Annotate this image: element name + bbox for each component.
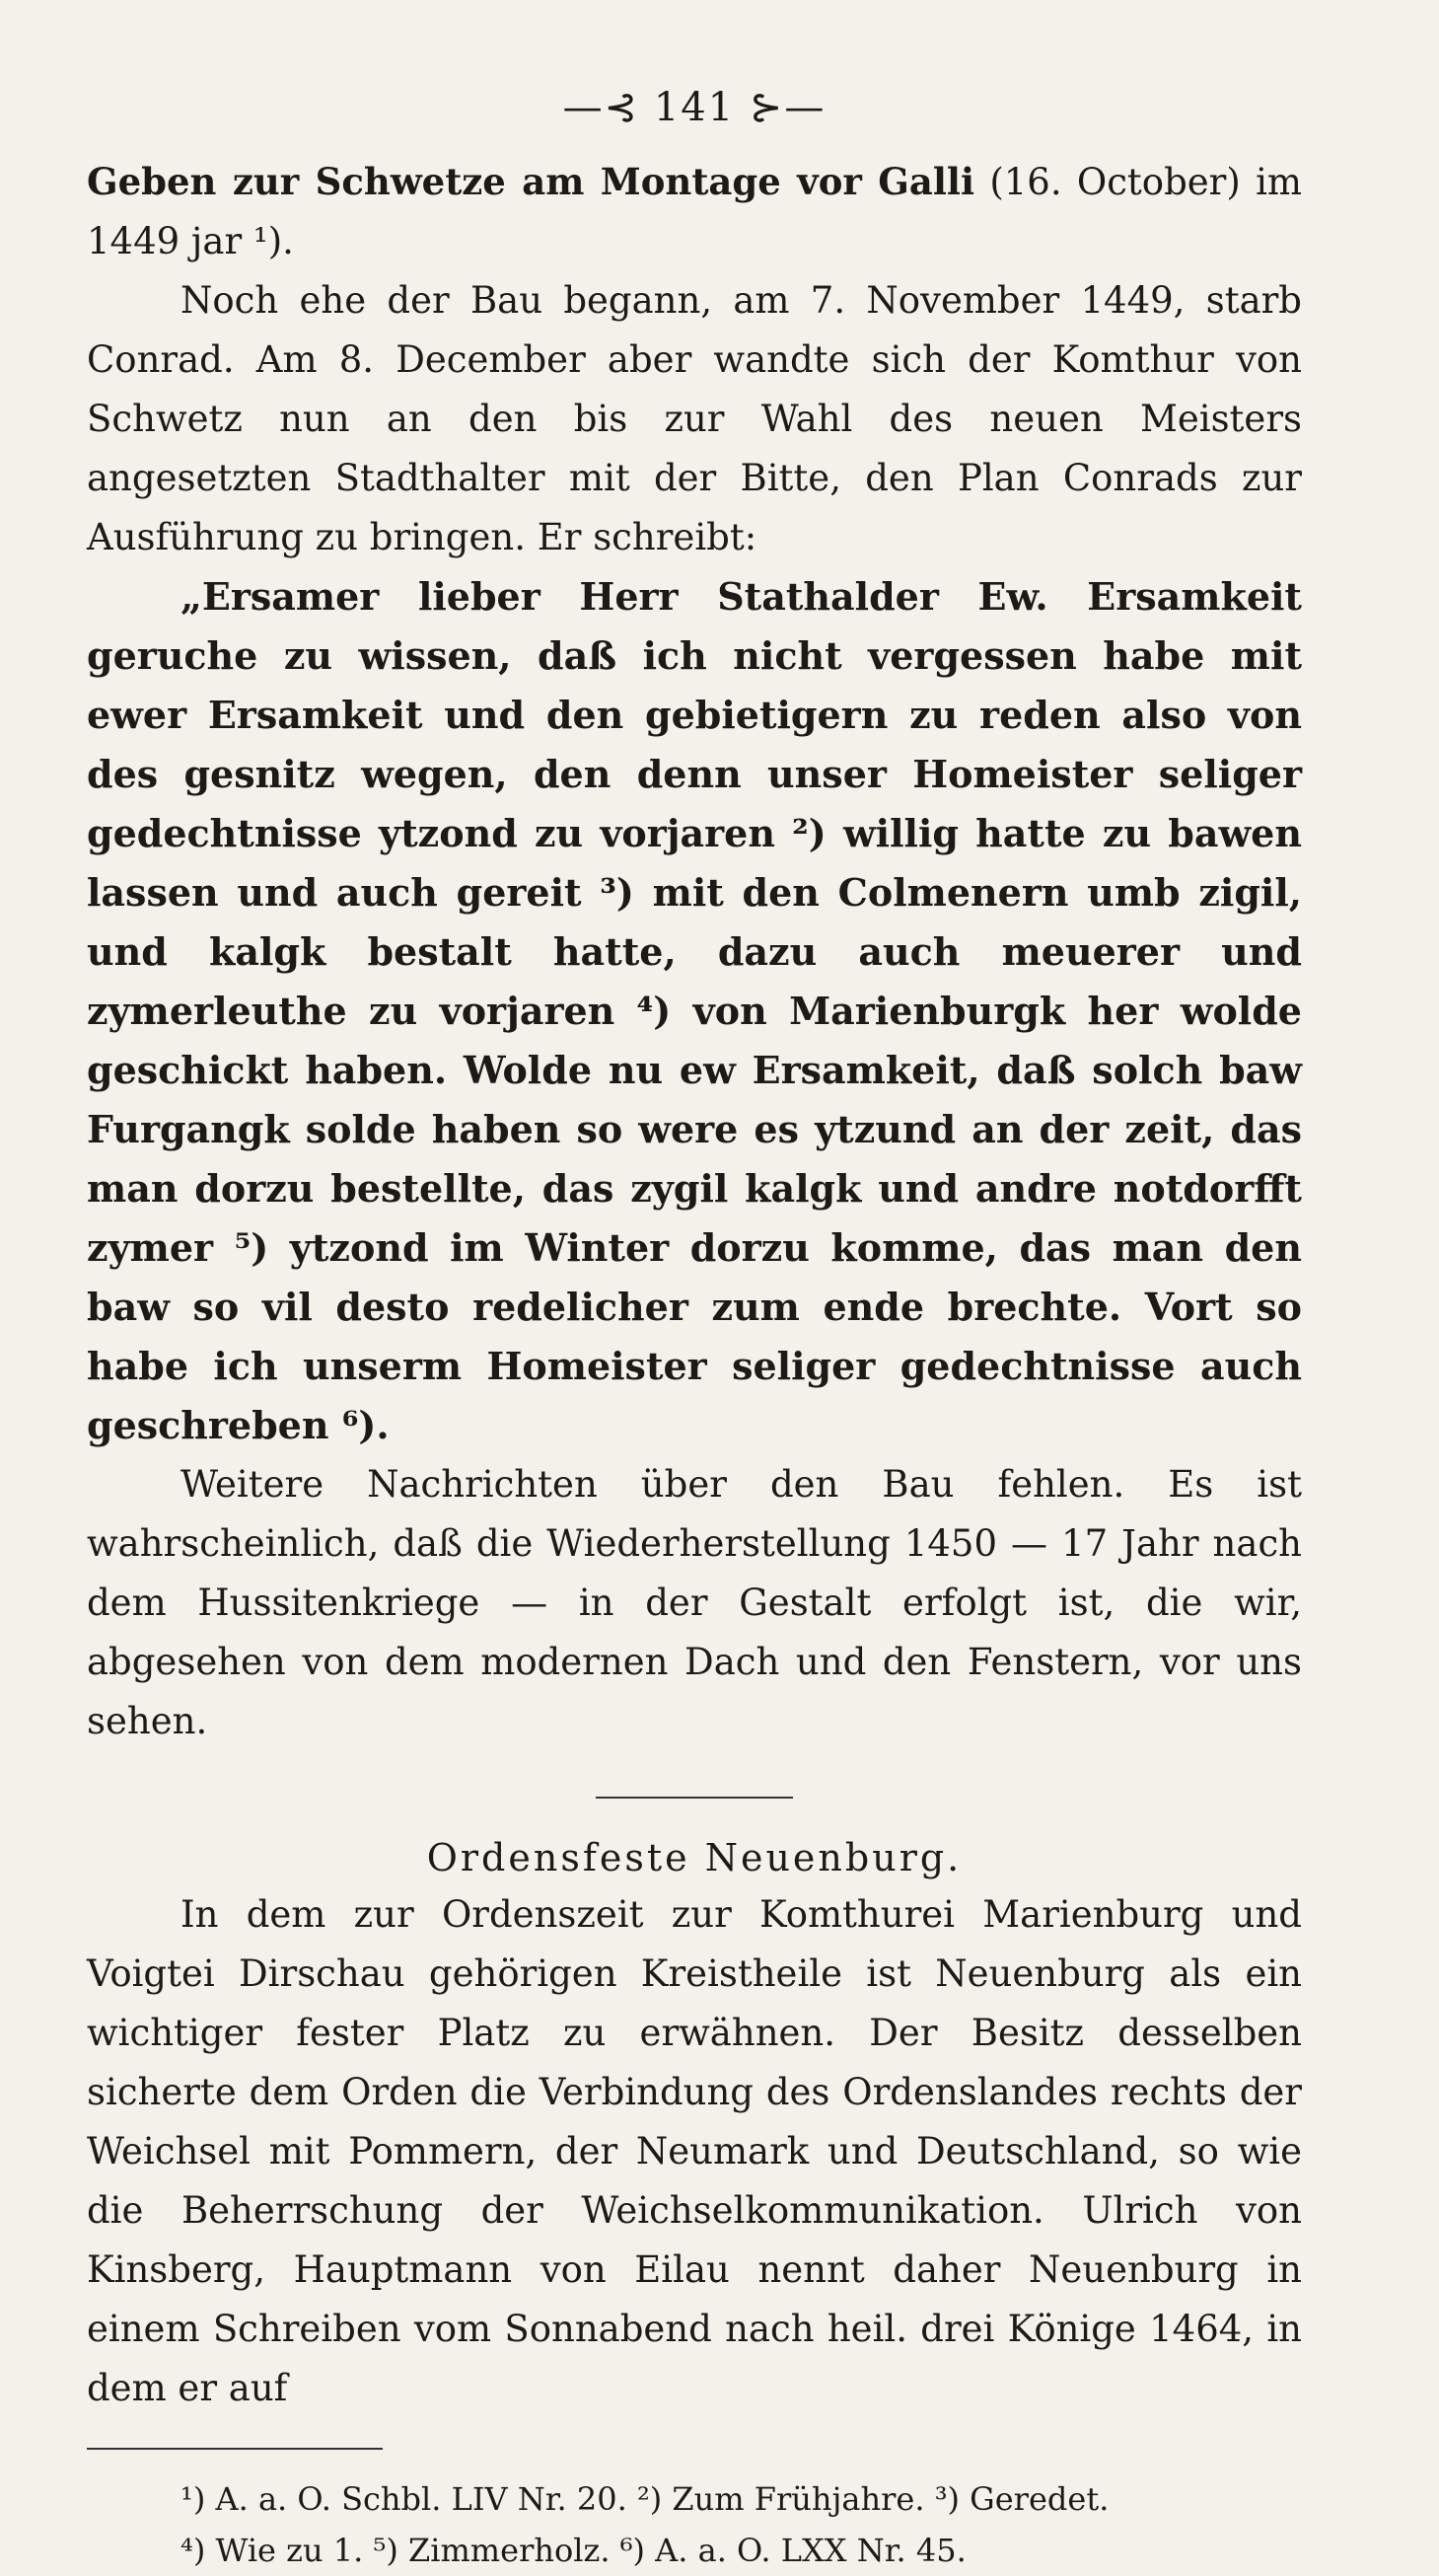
section-divider (596, 1797, 793, 1799)
page-number: —⊰ 141 ⊱— (562, 85, 827, 130)
quoted-letter: „Ersamer lieber Herr Stathalder Ew. Ersamkeit geruche zu wissen, daß ich nicht vergessen habe mit ewer Ersamkeit und den gebietigern zu reden also von des gesnitz wegen, den denn unser Homeister seliger gedechtnisse ytzond zu vorjaren ²) willig hatte zu bawen lassen und auch gereit ³) mit den Colmenern umb zigil, und kalgk bestalt hatte, dazu auch meuerer und zymerleuthe zu vorjaren ⁴) von Marienburgk her wolde geschickt haben. Wolde nu ew Ersamkeit, daß solch baw Furgangk solde haben so were es ytzund an der zeit, das man dorzu bestellte, das zygil kalgk und andre notdorfft zymer ⁵) ytzond im Winter dorzu komme, das man den baw so vil desto redelicher zum ende brechte. Vort so habe ich unserm Homeister seliger gedechtnisse auch geschreben ⁶). (87, 574, 1302, 1447)
paragraph-1-rest: (16. October) im 1449 jar ¹). (87, 161, 1302, 262)
paragraph-1 (87, 152, 1302, 271)
paragraph-3: Weitere Nachrichten über den Bau fehlen. Es ist wahrscheinlich, daß die Wiederherstellung 1450 — 17 Jahr nach dem Hussitenkriege — in der Gestalt erfolgt ist, die wir, abgesehen von dem modernen Dach und den Fenstern, vor uns sehen. (87, 1463, 1302, 1742)
paragraph-2: Noch ehe der Bau begann, am 7. November 1449, starb Conrad. Am 8. December aber wandte sich der Komthur von Schwetz nun an den bis zur Wahl des neuen Meisters angesetzten Stadthalter mit der Bitte, den Plan Conrads zur Ausführung zu bringen. Er schreibt: (87, 279, 1302, 558)
paragraph-4: In dem zur Ordenszeit zur Komthurei Marienburg und Voigtei Dirschau gehörigen Kreistheile ist Neuenburg als ein wichtiger fester Platz zu erwähnen. Der Besitz desselben sicherte dem Orden die Verbindung des Ordenslandes rechts der Weichsel mit Pommern, der Neumark und Deutschland, so wie die Beherrschung der Weichselkommunikation. Ulrich von Kinsberg, Hauptmann von Eilau nennt daher Neuenburg in einem Schreiben vom Sonnabend nach heil. drei Könige 1464, in dem er auf (87, 1893, 1302, 2409)
document-page (87, 85, 1302, 2576)
section-title: Ordensfeste Neuenburg. (426, 1836, 963, 1879)
footnote-line-1: ¹) A. a. O. Schbl. LIV Nr. 20. ²) Zum Frühjahre. ³) Geredet. (180, 2480, 1110, 2518)
paragraph-1-bold: Geben zur Schwetze am Montage vor Galli (87, 160, 975, 203)
footnote-line-2: ⁴) Wie zu 1. ⁵) Zimmerholz. ⁶) A. a. O. LXX Nr. 45. (180, 2532, 967, 2569)
footnote-divider (87, 2448, 383, 2450)
